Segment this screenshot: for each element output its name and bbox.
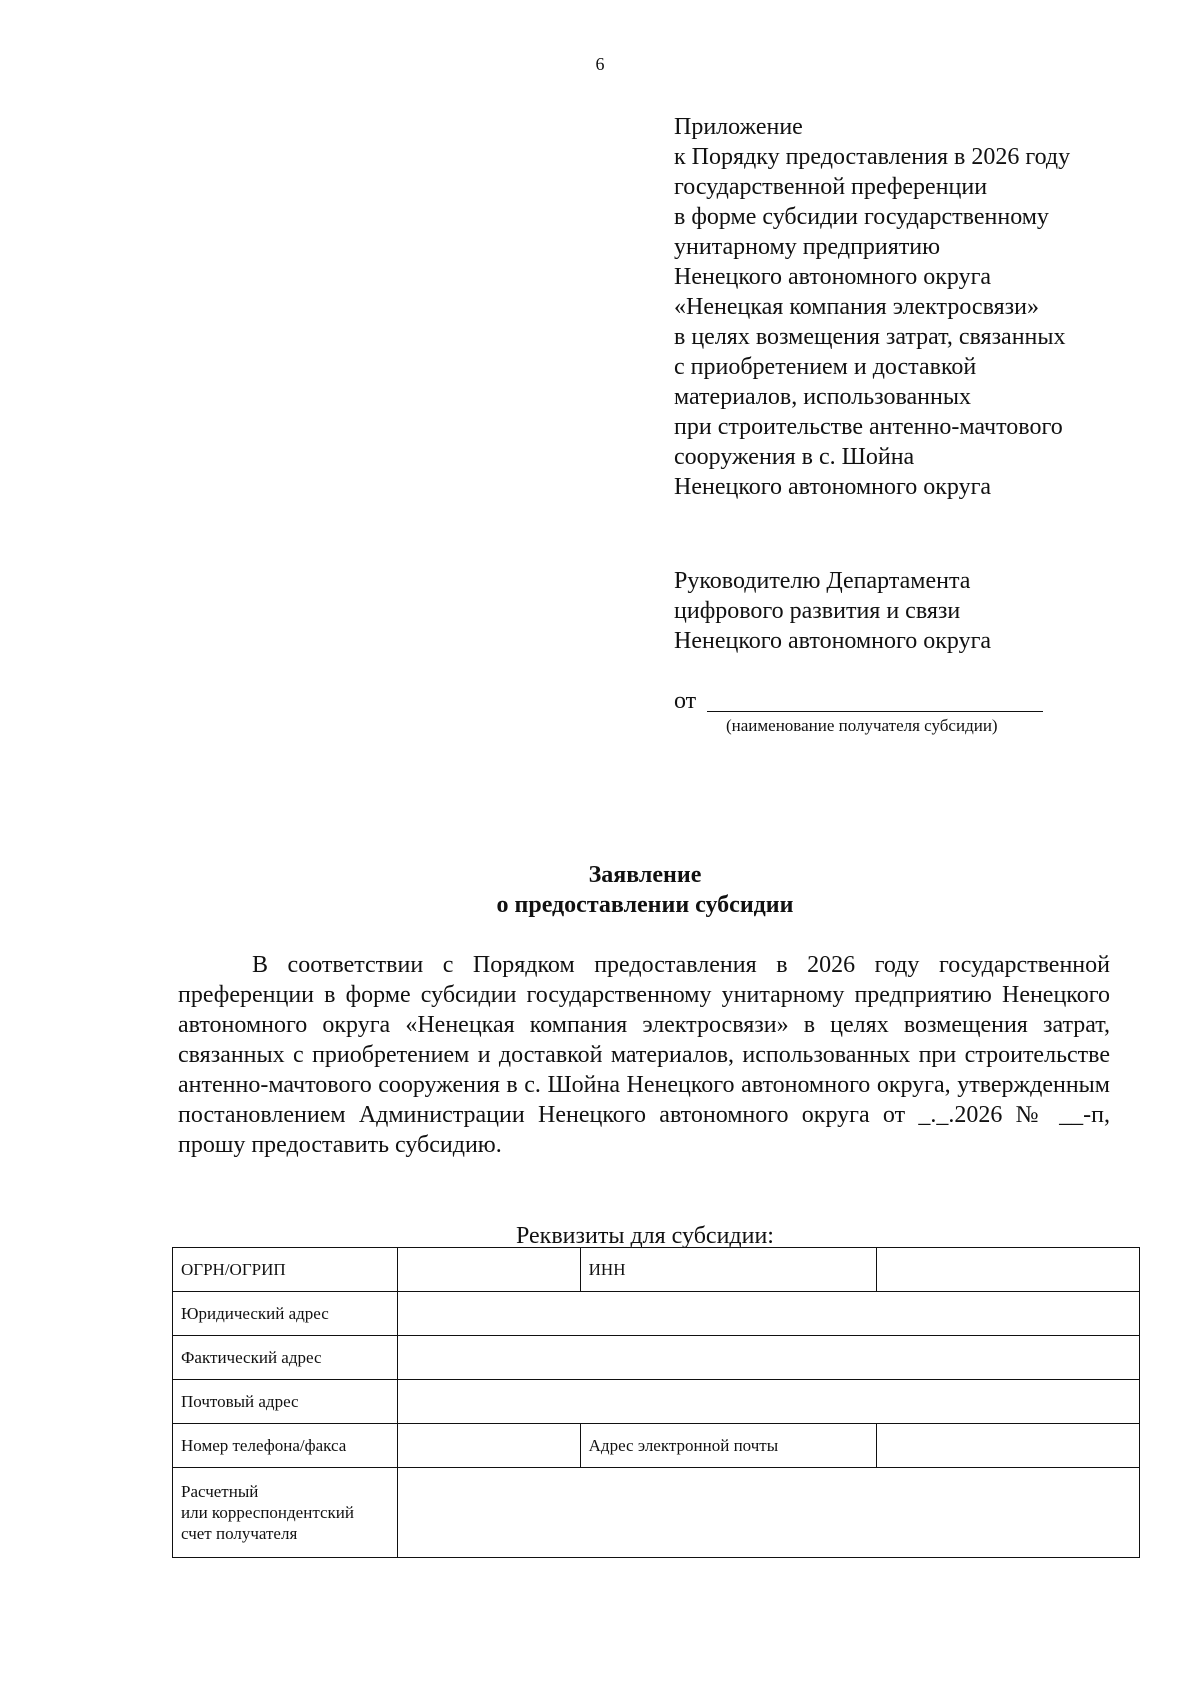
table-row bbox=[173, 1336, 1140, 1380]
appendix-line: при строительстве антенно-мачтового bbox=[674, 414, 1063, 440]
table-row bbox=[173, 1380, 1140, 1424]
title-line: Заявление bbox=[588, 862, 702, 888]
appendix-line: материалов, использованных bbox=[674, 384, 971, 410]
appendix-line: в целях возмещения затрат, связанных bbox=[674, 324, 1066, 350]
requisites-table bbox=[172, 1247, 1140, 1558]
appendix-line: государственной преференции bbox=[674, 174, 988, 200]
addressee-line: цифрового развития и связи bbox=[674, 598, 961, 624]
application-body-text: В соответствии с Порядком предоставления в 2026 году государственной преференции в форме субсидии государственному унитарному предприятию Ненецкого автономного округа «Ненецкая компания электросвязи» в целях возмещения затрат, связанных с приобретением и доставкой материалов, использованных при строительстве антенно-мачтового сооружения в с. Шойна Ненецкого автономного округа, утвержденным постановлением Администрации Ненецкого автономного округа от _._.2026 № __-п, прошу предоставить субсидию. bbox=[178, 952, 1110, 1158]
ogrn-label: ОГРН/ОГРИП bbox=[173, 1248, 398, 1292]
appendix-line: Ненецкого автономного округа bbox=[674, 264, 992, 290]
table-row bbox=[173, 1424, 1140, 1468]
account-value-cell[interactable] bbox=[397, 1468, 1139, 1558]
legal-address-value-cell[interactable] bbox=[397, 1292, 1139, 1336]
table-row bbox=[173, 1248, 1140, 1292]
legal-address-label: Юридический адрес bbox=[173, 1292, 398, 1336]
ogrn-value-cell[interactable] bbox=[397, 1248, 580, 1292]
appendix-line: сооружения в с. Шойна bbox=[674, 444, 915, 470]
appendix-line: Приложение bbox=[674, 114, 803, 140]
appendix-line: «Ненецкая компания электросвязи» bbox=[674, 294, 1039, 320]
addressee-line: Руководителю Департамента bbox=[674, 568, 971, 594]
from-label: от bbox=[674, 688, 697, 714]
addressee-line: Ненецкого автономного округа bbox=[674, 628, 992, 654]
appendix-header bbox=[674, 112, 1154, 502]
requisites-caption: Реквизиты для субсидии: bbox=[516, 1223, 774, 1249]
appendix-line: к Порядку предоставления в 2026 году bbox=[674, 144, 1071, 170]
appendix-line: с приобретением и доставкой bbox=[674, 354, 977, 380]
postal-address-value-cell[interactable] bbox=[397, 1380, 1139, 1424]
account-label-line: счет получателя bbox=[181, 1524, 298, 1543]
appendix-line: в форме субсидии государственному bbox=[674, 204, 1049, 230]
inn-value-cell[interactable] bbox=[877, 1248, 1140, 1292]
actual-address-label: Фактический адрес bbox=[173, 1336, 398, 1380]
recipient-name-caption: (наименование получателя субсидии) bbox=[726, 716, 998, 735]
addressee-block bbox=[674, 566, 1154, 656]
title-line: о предоставлении субсидии bbox=[496, 892, 794, 918]
phone-value-cell[interactable] bbox=[397, 1424, 580, 1468]
recipient-name-field[interactable] bbox=[707, 710, 1043, 712]
account-label-line: Расчетный bbox=[181, 1482, 259, 1501]
postal-address-label: Почтовый адрес bbox=[173, 1380, 398, 1424]
inn-label: ИНН bbox=[580, 1248, 877, 1292]
page-number: 6 bbox=[595, 54, 605, 74]
document-title bbox=[0, 860, 1200, 920]
actual-address-value-cell[interactable] bbox=[397, 1336, 1139, 1380]
table-row bbox=[173, 1468, 1140, 1558]
email-label: Адрес электронной почты bbox=[580, 1424, 877, 1468]
phone-label: Номер телефона/факса bbox=[173, 1424, 398, 1468]
table-row bbox=[173, 1292, 1140, 1336]
appendix-line: Ненецкого автономного округа bbox=[674, 474, 992, 500]
account-label-line: или корреспондентский bbox=[181, 1503, 354, 1522]
email-value-cell[interactable] bbox=[877, 1424, 1140, 1468]
account-label bbox=[173, 1468, 398, 1558]
appendix-line: унитарному предприятию bbox=[674, 234, 941, 260]
